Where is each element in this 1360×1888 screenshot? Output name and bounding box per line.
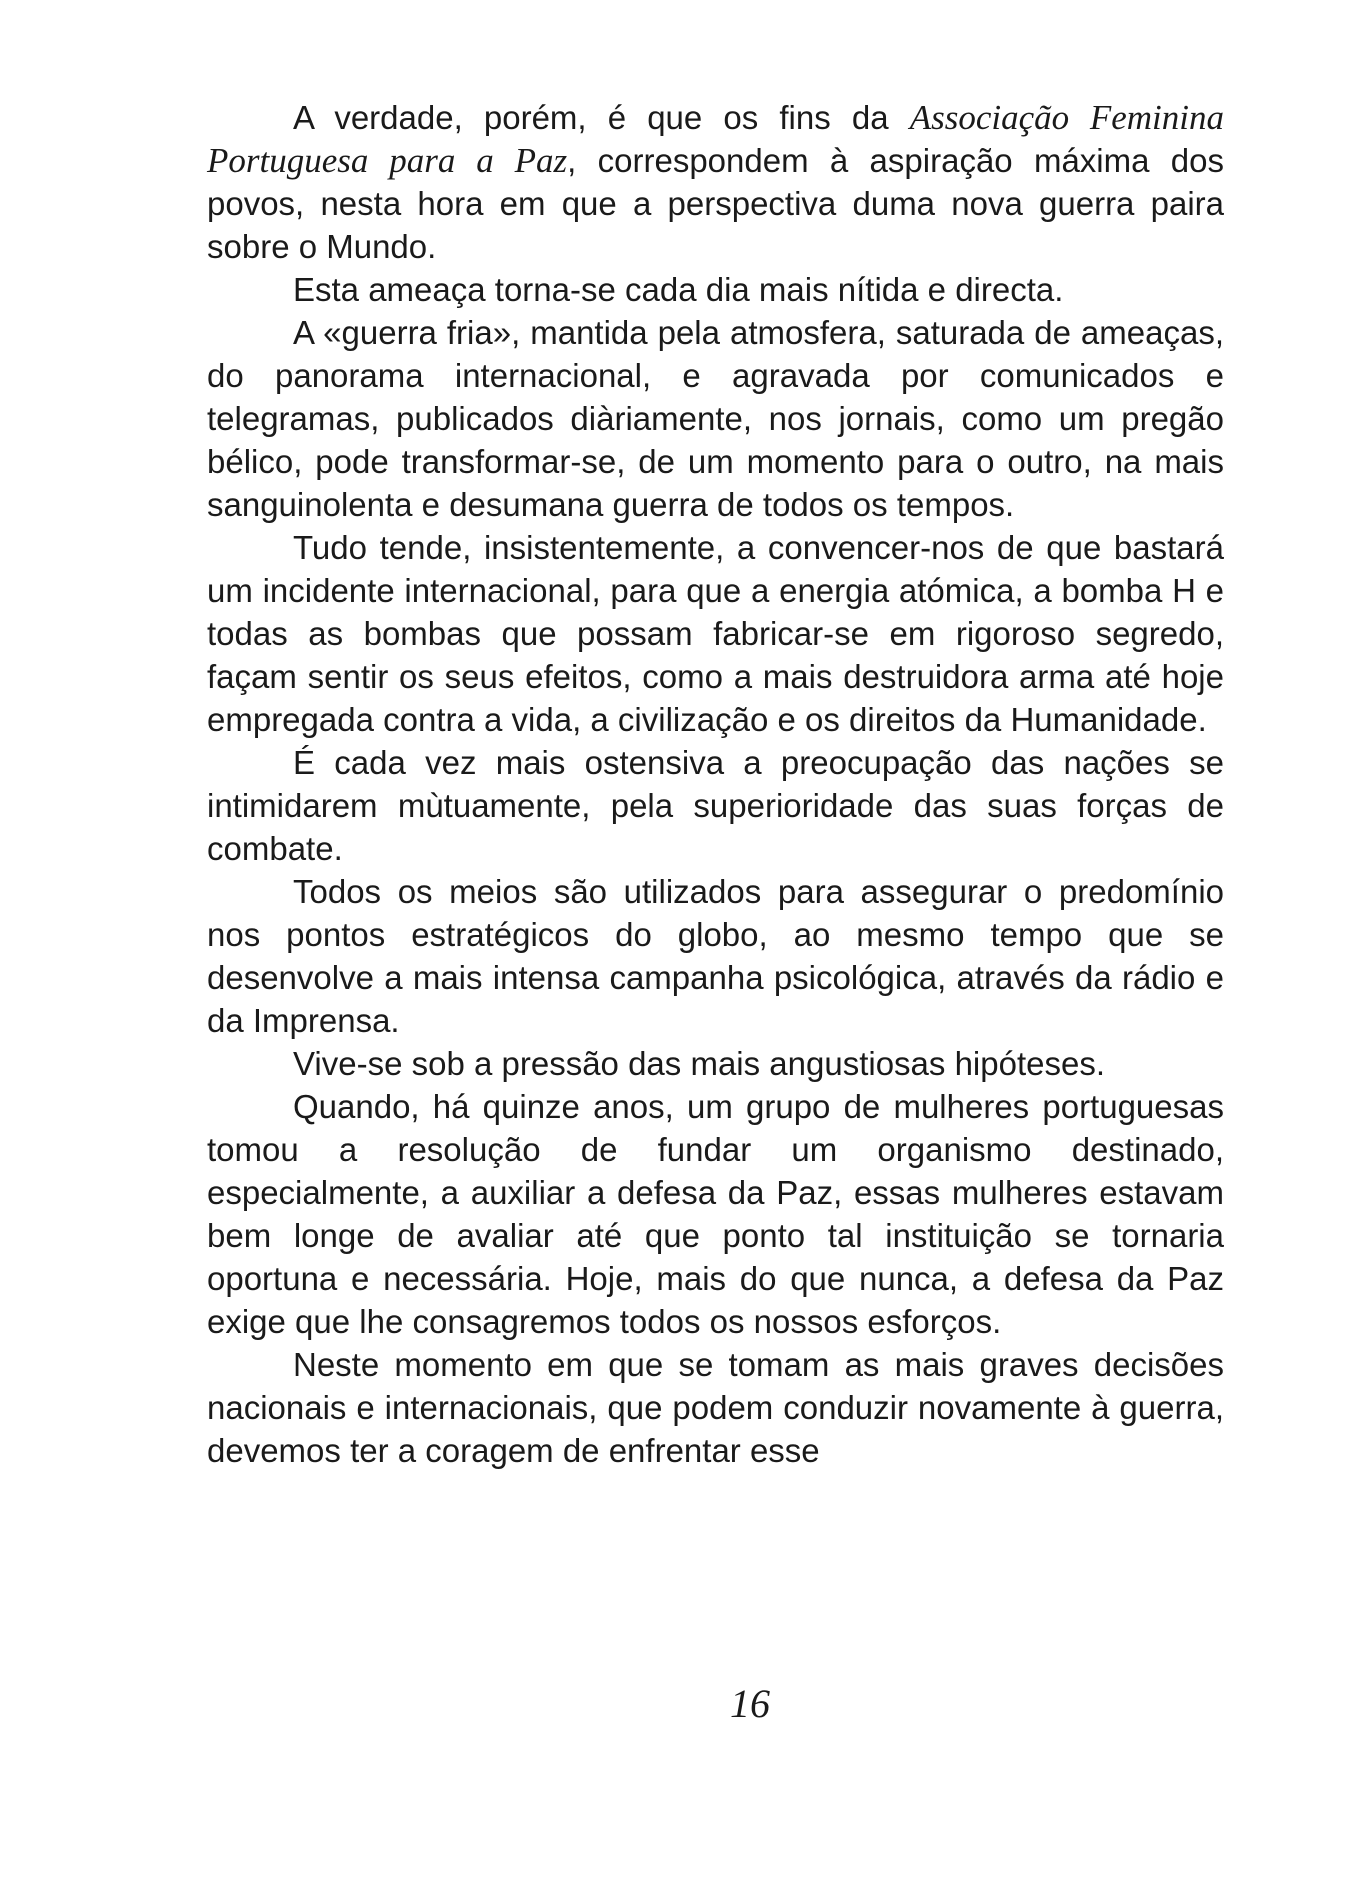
paragraph-3: A «guerra fria», mantida pela atmosfera, saturada de ameaças, do panorama internacional, e agravada por comunicados e telegramas, publicados diàriamente, nos jornais, como um pregão bélico, pode transformar-se, de um momento para o outro, na mais sanguinolenta e desumana guerra de todos os tempos. xyxy=(207,314,1224,523)
paragraph-1-text-start: A verdade, porém, é que os fins da xyxy=(293,99,910,136)
paragraph-1 xyxy=(207,96,1224,268)
paragraph-2: Esta ameaça torna-se cada dia mais nítida e directa. xyxy=(293,271,1064,308)
paragraph-7: Vive-se sob a pressão das mais angustiosas hipóteses. xyxy=(293,1045,1106,1082)
page-number: 16 xyxy=(730,1681,770,1726)
paragraph-6: Todos os meios são utilizados para assegurar o predomínio nos pontos estratégicos do globo, ao mesmo tempo que se desenvolve a mais intensa campanha psicológica, através da rádio e da Imprensa. xyxy=(207,873,1224,1039)
paragraph-5: É cada vez mais ostensiva a preocupação das nações se intimidarem mùtuamente, pela superioridade das suas forças de combate. xyxy=(207,744,1224,867)
association-name: Associação Feminina Portuguesa para a Paz xyxy=(207,98,1224,180)
paragraph-1-text-end: , correspondem à aspiração máxima dos povos, nesta hora em que a perspectiva duma nova guerra paira sobre o Mundo. xyxy=(207,142,1224,265)
paragraph-4: Tudo tende, insistentemente, a convencer-nos de que bastará um incidente internacional, para que a energia atómica, a bomba H e todas as bombas que possam fabricar-se em rigoroso segredo, façam sentir os seus efeitos, como a mais destruidora arma até hoje empregada contra a vida, a civilização e os direitos da Humanidade. xyxy=(207,529,1224,738)
paragraph-8: Quando, há quinze anos, um grupo de mulheres portuguesas tomou a resolução de fundar um organismo destinado, especialmente, a auxiliar a defesa da Paz, essas mulheres estavam bem longe de avaliar até que ponto tal instituição se tornaria oportuna e necessária. Hoje, mais do que nunca, a defesa da Paz exige que lhe consagremos todos os nossos esforços. xyxy=(207,1088,1224,1340)
body-text xyxy=(207,96,1224,1472)
paragraph-9: Neste momento em que se tomam as mais graves decisões nacionais e internacionais, que podem conduzir novamente à guerra, devemos ter a coragem de enfrentar esse xyxy=(207,1346,1224,1469)
